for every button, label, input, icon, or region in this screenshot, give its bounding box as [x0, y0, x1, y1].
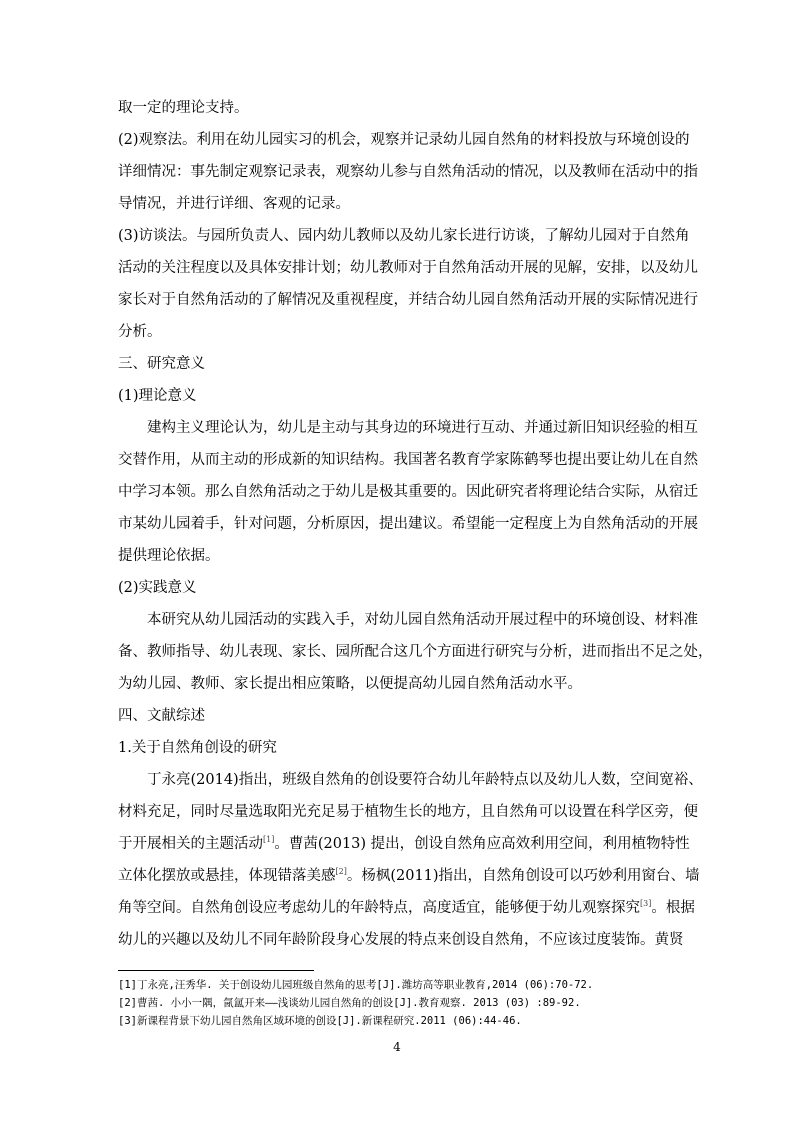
- text-segment: 立体化摆放或悬挂，体现错落美感: [118, 868, 336, 884]
- citation-ref-3[interactable]: [3]: [640, 899, 652, 908]
- text-line: 导情况，并进行详细、客观的记录。: [118, 196, 350, 212]
- citation-ref-2[interactable]: [2]: [335, 867, 347, 876]
- text-line: 丁永亮(2014)指出，班级自然角的创设要符合幼儿年龄特点以及幼儿人数，空间宽裕、: [147, 772, 703, 788]
- text-line: 备、教师指导、幼儿表现、家长、园所配合这几个方面进行研究与分析，进而指出不足之处，: [118, 644, 713, 660]
- text-segment: 。曹茜(2013) 提出，创设自然角应高效利用空间，利用植物特性: [274, 836, 690, 852]
- text-line: 提供理论依据。: [118, 548, 220, 564]
- text-line: 交替作用，从而主动的形成新的知识结构。我国著名教育学家陈鹤琴也提出要让幼儿在自然: [118, 452, 698, 468]
- text-line: 取一定的理论支持。: [118, 100, 249, 116]
- text-line: 市某幼儿园着手，针对问题，分析原因，提出建议。希望能一定程度上为自然角活动的开展: [118, 516, 698, 532]
- subsection-heading: (2)实践意义: [118, 580, 197, 596]
- text-line: 活动的关注程度以及具体安排计划；幼儿教师对于自然角活动开展的见解，安排，以及幼儿: [118, 260, 698, 276]
- footnote: [2]曹茜. 小小一隅，氤氲开来——浅谈幼儿园自然角的创设[J].教育观察. 2013 (03) :89-92.: [118, 997, 581, 1009]
- text-segment: 。杨枫(2011)指出，自然角创设可以巧妙利用窗台、墙: [346, 868, 700, 884]
- text-line: 为幼儿园、教师、家长提出相应策略，以便提高幼儿园自然角活动水平。: [118, 676, 582, 692]
- citation-ref-1[interactable]: [1]: [263, 835, 275, 844]
- text-line: [118, 866, 700, 888]
- text-line: 建构主义理论认为，幼儿是主动与其身边的环境进行互动、并通过新旧知识经验的相互: [147, 420, 698, 436]
- subsection-heading: 1.关于自然角创设的研究: [118, 740, 277, 756]
- section-heading: 四、文献综述: [118, 708, 205, 724]
- text-line: 家长对于自然角活动的了解情况及重视程度，并结合幼儿园自然角活动开展的实际情况进行: [118, 292, 698, 308]
- text-line: [118, 898, 695, 920]
- text-line: (3)访谈法。与园所负责人、园内幼儿教师以及幼儿家长进行访谈，了解幼儿园对于自然角: [118, 228, 690, 244]
- text-line: (2)观察法。利用在幼儿园实习的机会，观察并记录幼儿园自然角的材料投放与环境创设的: [118, 132, 690, 148]
- text-segment: 角等空间。自然角创设应考虑幼儿的年龄特点，高度适宜，能够便于幼儿观察探究: [118, 900, 640, 916]
- text-line: 材料充足，同时尽量选取阳光充足易于植物生长的地方，且自然角可以设置在科学区旁，便: [118, 804, 698, 820]
- text-line: 分析。: [118, 324, 162, 340]
- text-line: 幼儿的兴趣以及幼儿不同年龄阶段身心发展的特点来创设自然角，不应该过度装饰。黄贤: [118, 932, 684, 948]
- page-number: 4: [393, 1040, 401, 1054]
- footnote-divider: [118, 970, 314, 971]
- text-segment: 于开展相关的主题活动: [118, 836, 263, 852]
- text-segment: 。根据: [651, 900, 695, 916]
- footnote: [3]新课程背景下幼儿园自然角区域环境的创设[J].新课程研究.2011 (06):44-46.: [118, 1015, 522, 1027]
- text-line: 本研究从幼儿园活动的实践入手，对幼儿园自然角活动开展过程中的环境创设、材料准: [147, 612, 698, 628]
- footnote: [1]丁永亮,汪秀华. 关于创设幼儿园班级自然角的思考[J].潍坊高等职业教育,2014 (06):70-72.: [118, 979, 594, 991]
- text-line: 详细情况：事先制定观察记录表，观察幼儿参与自然角活动的情况，以及教师在活动中的指: [118, 164, 698, 180]
- subsection-heading: (1)理论意义: [118, 388, 197, 404]
- text-line: [118, 834, 690, 856]
- section-heading: 三、研究意义: [118, 356, 205, 372]
- text-line: 中学习本领。那么自然角活动之于幼儿是极其重要的。因此研究者将理论结合实际，从宿迁: [118, 484, 698, 500]
